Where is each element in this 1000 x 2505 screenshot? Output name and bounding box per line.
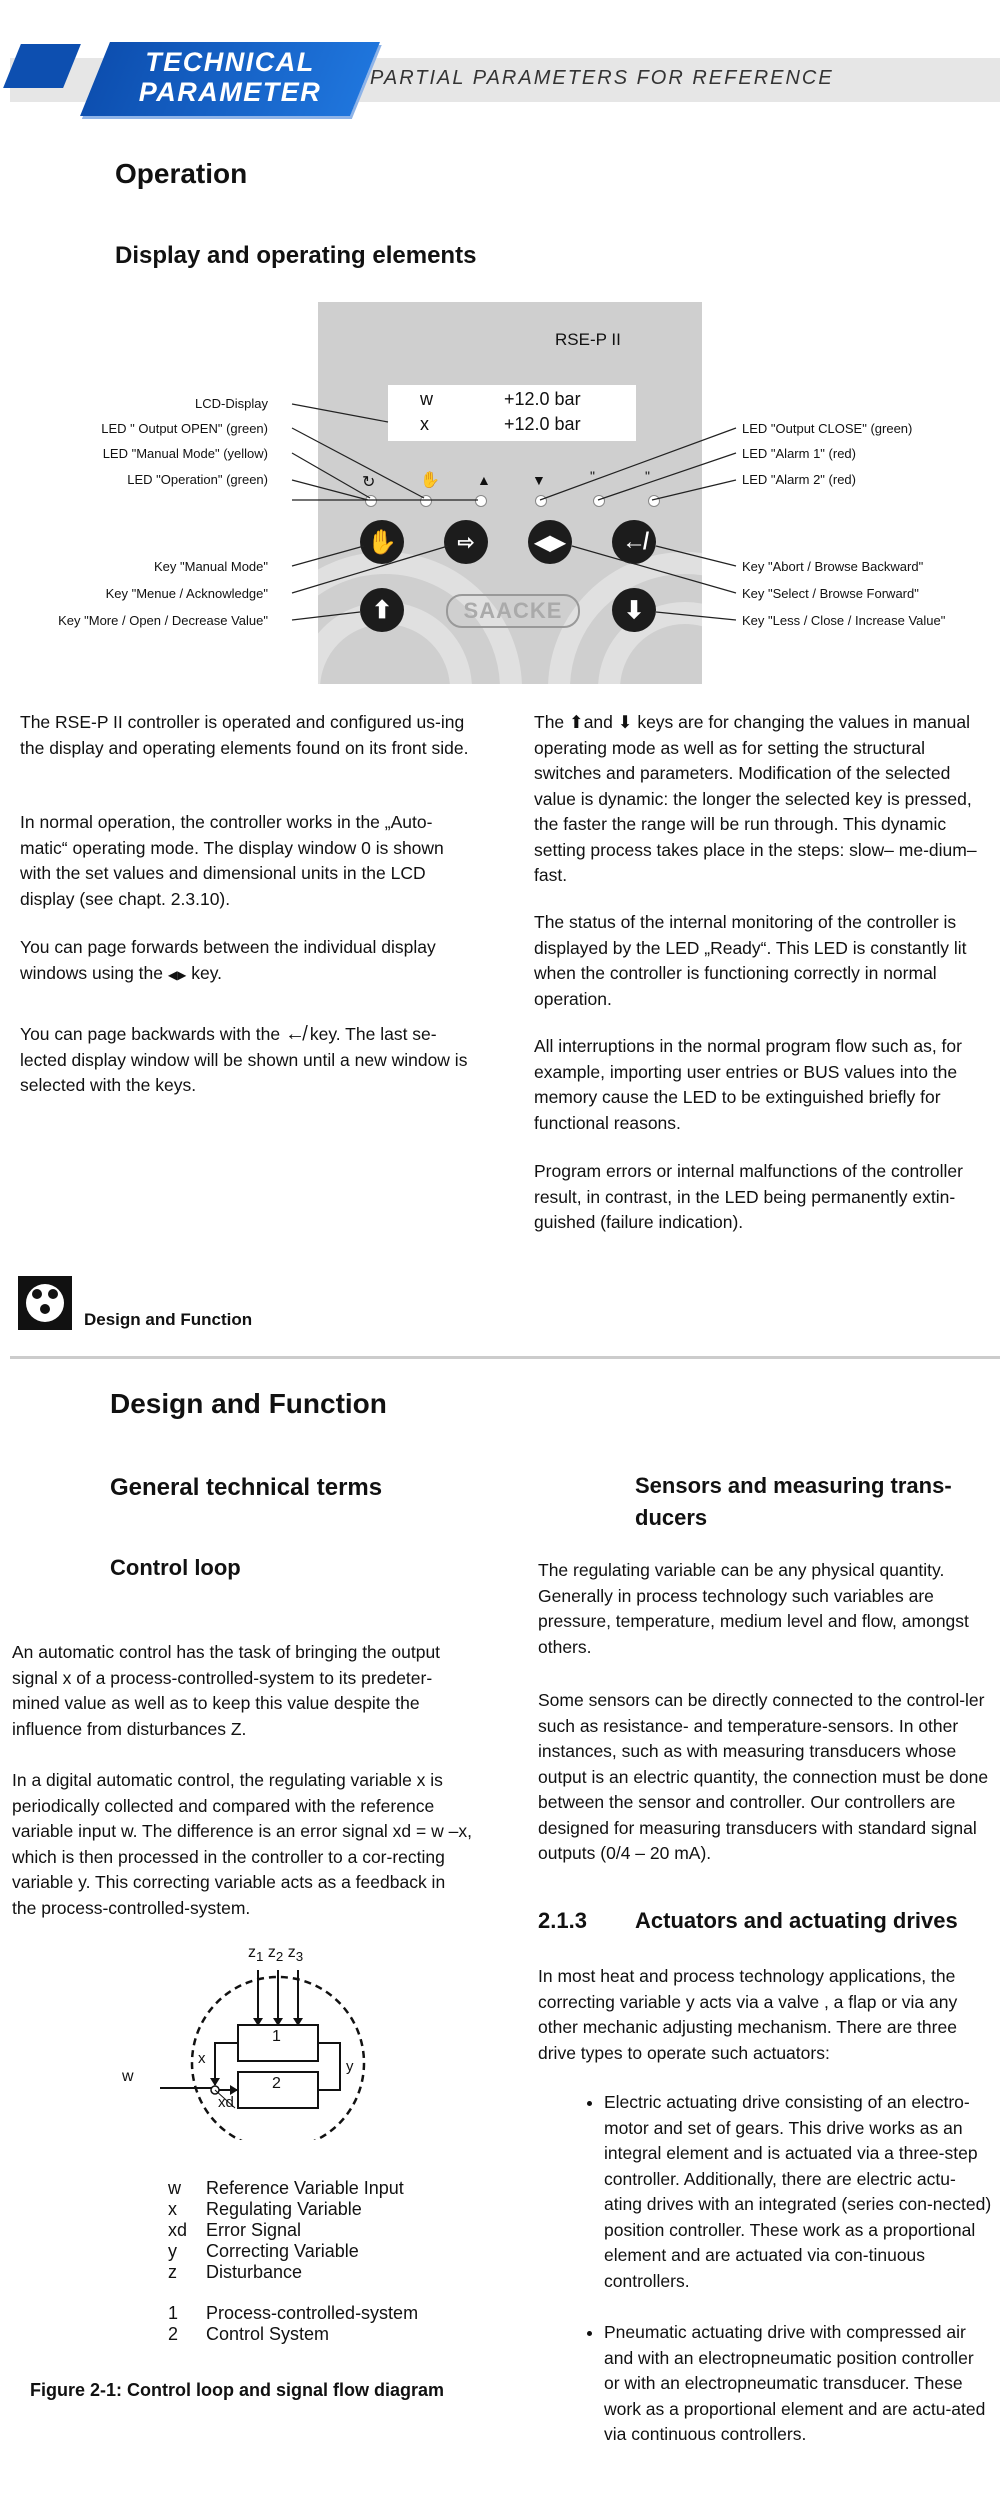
section-number: 2.1.3 [538,1908,587,1933]
label-key-select: Key "Select / Browse Forward" [742,586,919,601]
diagram-legend [168,2178,418,2345]
menu-acknowledge-key[interactable]: ⇨ [444,520,488,564]
legend-sym: xd [168,2220,188,2240]
label-led-output-open: LED " Output OPEN" (green) [101,421,268,436]
xd-label: xd [218,2094,234,2111]
op-right-paragraph-1 [534,710,986,889]
label-led-operation: LED "Operation" (green) [127,472,268,487]
legend-text: Control System [206,2324,330,2344]
general-terms-heading: General technical terms [110,1474,383,1501]
block-2-label: 2 [272,2075,281,2092]
lcd-row2-label: x [420,414,429,434]
diagram-z-labels [248,1944,303,1964]
op-paragraph-4-text: You can page backwards with the [20,1024,281,1044]
label-key-abort: Key "Abort / Browse Backward" [742,559,924,574]
legend-text: Reference Variable Input [206,2178,404,2198]
label-key-decrease: Key "More / Open / Decrease Value" [58,613,268,628]
legend-row-w [168,2178,418,2199]
sensors-paragraph-2: Some sensors can be directly connected to the control-ler such as resistance- and temperature-sensors. In other instances, such as with measuring transducers whose output is an electric quantity, the connection must be done between the sensor and controller. Our controllers are designed for measuring transducers with standard signal outputs (0/4 – 20 mA). [538,1690,989,1863]
op-paragraph-2: In normal operation, the controller works in the „Auto-matic“ operating mode. The display window 0 is shown with the set values and dimensional units in the LCD display (see chapt. 2.3.10). [20,812,444,909]
browse-backward-key-icon: ↚ [284,1023,305,1045]
label-lcd-display: LCD-Display [195,396,268,411]
block-1-label: 1 [272,2028,281,2045]
lcd-row1-value: +12.0 bar [504,389,581,409]
op-right-paragraph-4: Program errors or internal malfunctions of the controller result, in contrast, in the LED being permanently extin-guished (failure indication). [534,1161,963,1232]
legend-sym: y [168,2241,177,2261]
design-function-logo-icon [18,1276,72,1330]
browse-forward-key-icon: ◀▶ [167,967,187,982]
legend-sym: x [168,2199,177,2219]
operation-symbol-icon: ↻ [362,474,376,491]
legend-sym: 2 [168,2324,179,2344]
lcd-row1-label: w [420,389,433,409]
y-label: y [346,2058,354,2075]
legend-sym: z [168,2262,177,2282]
legend-text: Regulating Variable [206,2199,362,2219]
legend-text: Error Signal [206,2220,302,2240]
manual-mode-key[interactable]: ✋ [360,520,404,564]
label-led-alarm-1: LED "Alarm 1" (red) [742,446,856,461]
op-right-p1-and: and [583,712,613,732]
down-arrow-icon: ⬇ [617,712,633,732]
label-led-output-close: LED "Output CLOSE" (green) [742,421,913,436]
badge-line-1: TECHNICAL [145,47,315,77]
label-key-menu: Key "Menue / Acknowledge" [105,586,268,601]
increase-value-key[interactable]: ⬇ [612,588,656,632]
op-paragraph-1: The RSE-P II controller is operated and configured us-ing the display and operating elements found on its front side. [20,712,469,758]
lcd-row2-value: +12.0 bar [504,414,581,434]
header-subtitle: PARTIAL PARAMETERS FOR REFERENCE [370,67,834,89]
legend-text: Correcting Variable [206,2241,359,2261]
sensors-heading: Sensors and measuring trans-ducers [635,1473,952,1530]
z2-sub: 2 [275,1949,284,1965]
panel-model: RSE-P II [555,330,621,349]
op-paragraph-4-end: key. The last se-lected display window will be shown until a new window is selected with the keys. [20,1024,468,1095]
x-label: x [198,2050,206,2067]
legend-text: Disturbance [206,2262,303,2282]
legend-row-xd [168,2220,418,2241]
alarm2-symbol-icon: ʺ [645,468,650,484]
section-footer-label: Design and Function [84,1310,253,1329]
actuator-bullet-list [582,2090,992,2474]
legend-row-2 [168,2324,418,2345]
open-arrow-icon: ▲ [477,472,491,488]
figure-caption: Figure 2-1: Control loop and signal flow diagram [30,2380,445,2400]
z2-label: z [267,1944,276,1961]
brand-logo: SAACKE [446,594,580,628]
op-paragraph-3 [20,935,470,988]
op-paragraph-4 [20,1022,470,1099]
label-led-alarm-2: LED "Alarm 2" (red) [742,472,856,487]
abort-browse-backward-key[interactable]: ↚ [612,520,656,564]
legend-row-x [168,2199,418,2220]
label-key-manual-mode: Key "Manual Mode" [153,559,268,574]
op-right-paragraph-3: All interruptions in the normal program flow such as, for example, importing user entries or BUS values into the memory cause the LED to be extinguished briefly for functional reasons. [534,1036,962,1133]
z3-label: z [287,1944,296,1961]
legend-row-z [168,2262,418,2283]
legend-row-y [168,2241,418,2262]
decrease-value-key[interactable]: ⬆ [360,588,404,632]
w-label: w [122,2068,134,2085]
op-paragraph-3-end: key. [191,962,223,983]
up-arrow-icon: ⬆ [569,712,584,732]
op-right-p1-start: The [534,712,565,732]
design-title: Design and Function [110,1388,387,1419]
label-led-manual-mode: LED "Manual Mode" (yellow) [102,446,268,461]
z3-sub: 3 [295,1949,304,1965]
divider [10,1356,1000,1359]
op-paragraph-3-text: You can page forwards between the individual display windows using the [20,937,436,983]
hand-symbol-icon: ✋ [420,472,440,489]
actuators-heading: Actuators and actuating drives [635,1908,958,1933]
sensors-paragraph-1: The regulating variable can be any physical quantity. Generally in process technology such variables are pressure, temperature, medium level and flow, amongst others. [538,1560,969,1657]
bullet-electric-drive: • Electric actuating drive consisting of an electro-motor and set of gears. This drive works as an integral element and is actuated via a three-step controller. Additionally, there are electric actu-ating drives with an integrated (series con-nected) position controller. These work as a proportional element and are actuated via con-tinuous controllers. [604,2090,992,2294]
control-loop-paragraph-1: An automatic control has the task of bringing the output signal x of a process-controlled-system to its predeter-mined value as well as to keep this value despite the influence from disturbances Z. [12,1642,441,1739]
operation-subtitle: Display and operating elements [115,242,477,269]
actuators-paragraph: In most heat and process technology applications, the correcting variable y acts via a valve , a flap or via any other mechanic adjusting mechanism. There are three drive types to operate such actuators: [538,1966,958,2063]
z1-label: z [248,1944,256,1961]
select-browse-forward-key[interactable]: ◀▶ [528,520,572,564]
close-arrow-icon: ▼ [532,472,546,488]
badge-line-2: PARAMETER [138,77,322,107]
op-right-p1-rest: keys are for changing the values in manual operating mode as well as for setting the structural switches and parameters. Modification of the selected value is dynamic: the longer the selected key is pressed, the faster the range will be run through. This dynamic setting process takes place in the steps: slow– me-dium– fast. [534,712,977,885]
legend-text: Process-controlled-system [206,2303,419,2323]
op-right-paragraph-2: The status of the internal monitoring of the controller is displayed by the LED „Ready“. This LED is constantly lit when the controller is functioning correctly in normal operation. [534,912,967,1009]
z1-sub: 1 [256,1949,264,1965]
legend-sym: 1 [168,2303,179,2323]
control-loop-paragraph-2: In a digital automatic control, the regulating variable x is periodically collected and compared with the reference variable input w. The difference is an error signal xd = w –x, which is then processed in the controller to a cor-recting variable y. This correcting variable acts as a feedback in the process-controlled-system. [12,1770,472,1918]
legend-sym: w [168,2178,181,2198]
alarm1-symbol-icon: ʺ [590,468,595,484]
bullet-pneumatic-drive: • Pneumatic actuating drive with compressed air and with an electropneumatic position controller or with an electropneumatic transducer. These work as a proportional element and are actu-ated via continuous controllers. [604,2320,992,2448]
legend-row-1 [168,2303,418,2324]
label-key-increase: Key "Less / Close / Increase Value" [742,613,946,628]
control-loop-heading: Control loop [110,1555,241,1580]
operation-title: Operation [115,158,248,189]
